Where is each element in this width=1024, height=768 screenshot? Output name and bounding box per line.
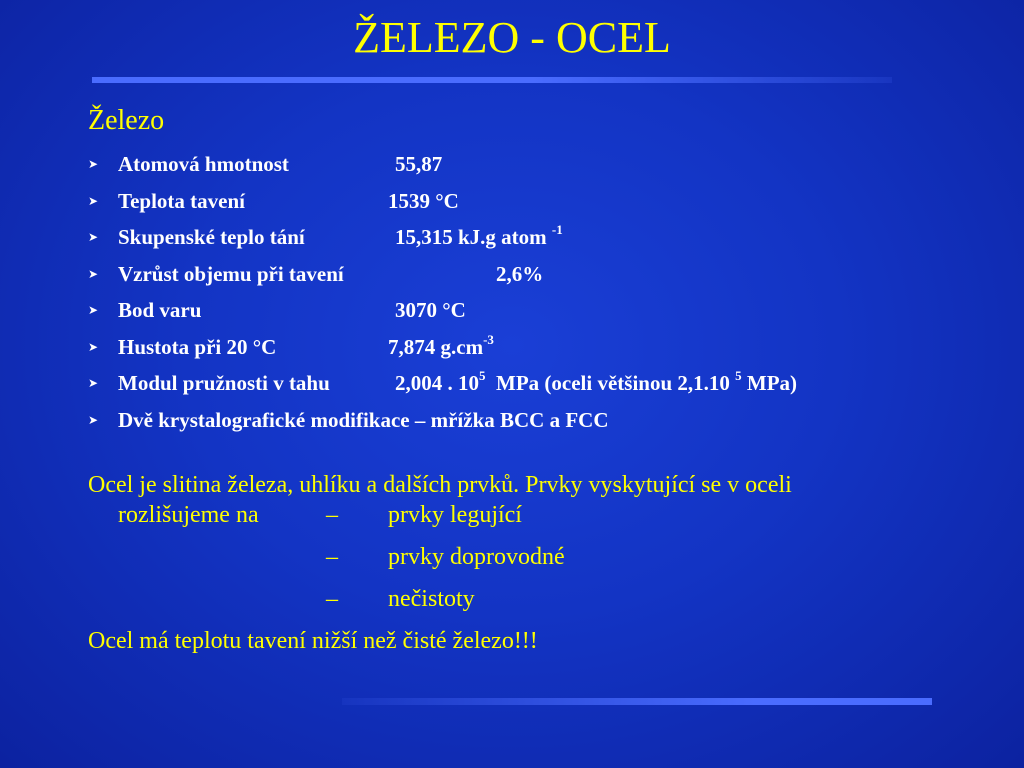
steel-conclusion: Ocel má teplotu tavení nižší než čisté železo!!! bbox=[88, 628, 538, 654]
arrow-bullet-icon: ➤ bbox=[88, 339, 99, 354]
arrow-bullet-icon: ➤ bbox=[88, 193, 99, 208]
list-item bbox=[88, 584, 988, 614]
property-value: 1539 °C bbox=[388, 188, 459, 213]
dash-bullet: – bbox=[326, 586, 338, 612]
steel-description bbox=[88, 470, 988, 654]
property-label: Teplota tavení bbox=[118, 188, 245, 213]
property-label: Vzrůst objemu při tavení bbox=[118, 261, 344, 286]
steel-intro-continued: rozlišujeme na bbox=[118, 502, 259, 528]
arrow-bullet-icon: ➤ bbox=[88, 412, 99, 427]
dash-bullet: – bbox=[326, 502, 338, 528]
arrow-bullet-icon: ➤ bbox=[88, 376, 99, 390]
property-value: 55,87 bbox=[395, 152, 443, 176]
property-value: 3070 °C bbox=[395, 298, 466, 322]
arrow-bullet-icon: ➤ bbox=[88, 266, 99, 281]
property-label: Hustota při 20 °C bbox=[118, 334, 277, 359]
list-item bbox=[88, 500, 988, 530]
element-category: prvky doprovodné bbox=[388, 544, 565, 570]
list-item bbox=[88, 542, 988, 572]
footer-rule bbox=[342, 698, 932, 705]
property-label: Atomová hmotnost bbox=[118, 152, 289, 176]
arrow-bullet-icon: ➤ bbox=[88, 303, 99, 317]
title-underline bbox=[92, 77, 892, 83]
element-category: nečistoty bbox=[388, 586, 475, 612]
slide-title: ŽELEZO - OCEL bbox=[353, 13, 671, 62]
property-label: Modul pružnosti v tahu bbox=[118, 371, 330, 395]
subheading-iron: Železo bbox=[88, 105, 165, 136]
property-value: 2,6% bbox=[496, 261, 544, 286]
property-label: Dvě krystalografické modifikace – mřížka BCC a FCC bbox=[118, 407, 609, 432]
property-label: Bod varu bbox=[118, 298, 202, 322]
element-category: prvky legující bbox=[388, 502, 522, 528]
arrow-bullet-icon: ➤ bbox=[88, 230, 99, 244]
property-label: Skupenské teplo tání bbox=[118, 225, 305, 249]
property-value: 2,004 . $10^5$ MPa (oceli většinou 2,1.10 $^5$ MPa) bbox=[395, 368, 798, 395]
property-value: 7,874 $g.cm^{-3}$ bbox=[388, 331, 494, 359]
arrow-bullet-icon: ➤ bbox=[88, 157, 99, 171]
steel-intro: Ocel je slitina železa, uhlíku a dalších prvků. Prvky vyskytující se v oceli bbox=[88, 472, 792, 498]
dash-bullet: – bbox=[326, 544, 338, 570]
property-value: 15,315 kJ.g atom $^{-1}$ bbox=[395, 222, 563, 249]
